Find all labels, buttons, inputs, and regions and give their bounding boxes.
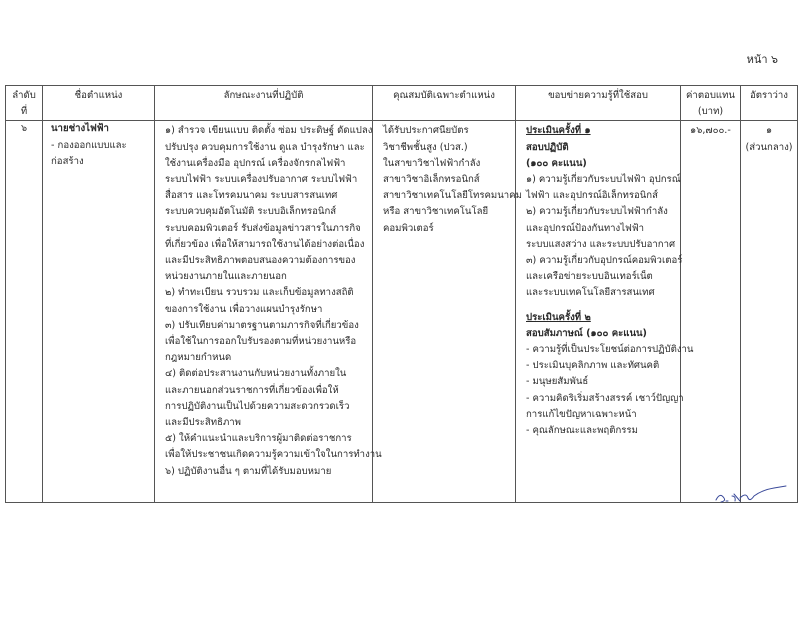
exam-item: ๓) ความรู้เกี่ยวกับอุปกรณ์คอมพิวเตอร์ [526,255,683,267]
page-number: หน้า ๖ [746,53,778,66]
duty-line: ระบบควบคุมอัตโนมัติ ระบบอิเล็กทรอนิกส์ [165,206,337,218]
duty-line: และมีประสิทธิภาพ [165,417,242,429]
division-line: - กองออกแบบและ [51,139,127,151]
duty-line: เพื่อให้ประชาชนเกิดความรู้ความเข้าใจในการทำงาน [165,449,382,461]
exam-item: และระบบเทคโนโลยีสารสนเทศ [526,287,655,299]
header-duties: ลักษณะงานที่ปฏิบัติ [155,86,373,121]
exam-item: - มนุษยสัมพันธ์ [526,376,589,388]
header-no-line1: ลำดับ [12,90,36,101]
qualification-line: ในสาขาวิชาไฟฟ้ากำลัง [383,157,481,169]
duty-line: กฎหมายกำหนด [165,352,232,364]
exam-item: ระบบแสงสว่าง และระบบปรับอากาศ [526,238,676,250]
position-table [5,85,798,503]
duty-line: ๒) ทำทะเบียน รวบรวม และเก็บข้อมูลทางสถิติ [165,287,354,299]
header-vacancy: อัตราว่าง [741,86,798,121]
duty-line: หน่วยงานภายในและภายนอก [165,271,287,283]
table-row [6,121,798,503]
vacancy-count: ๑ [765,125,773,137]
signature-icon [712,484,790,506]
cell-position [43,121,155,503]
exam-item: และเครือข่ายระบบอินเทอร์เน็ต [526,271,653,283]
duty-line: ๖) ปฏิบัติงานอื่น ๆ ตามที่ได้รับมอบหมาย [165,465,332,477]
duty-line: ที่เกี่ยวข้อง เพื่อให้สามารถใช้งานได้อย่างต่อเนื่อง [165,238,365,250]
header-no-line2: ที่ [20,106,28,118]
cell-salary: ๑๖,๗๐๐.- [681,121,741,503]
header-qualifications: คุณสมบัติเฉพาะตำแหน่ง [373,86,516,121]
cell-duties [155,121,382,503]
qualification-line: หรือ สาขาวิชาเทคโนโลยี [383,206,489,218]
exam-item: และอุปกรณ์ป้องกันทางไฟฟ้า [526,222,645,234]
exam-round1-type: สอบปฏิบัติ [526,141,569,153]
exam-item: - ความคิดริเริ่มสร้างสรรค์ เชาว์ปัญญา [526,392,684,404]
duty-line: ระบบคอมพิวเตอร์ รับส่งข้อมูลข่าวสารในภารกิจ [165,222,361,234]
exam-round2-type: สอบสัมภาษณ์ (๑๐๐ คะแนน) [526,327,647,339]
duty-line: ปรับปรุง ควบคุมการใช้งาน ดูแล บำรุงรักษา และ [165,141,365,153]
exam-round1-score: (๑๐๐ คะแนน) [526,157,587,169]
header-position: ชื่อตำแหน่ง [43,86,155,121]
header-salary-line1: ค่าตอบแทน [686,90,735,101]
exam-round1-title: ประเมินครั้งที่ ๑ [526,125,591,137]
qualification-line: วิชาชีพชั้นสูง (ปวส.) [383,141,468,153]
duty-line: เพื่อใช้ในการออกใบรับรองตามที่หน่วยงานหรือ [165,336,357,348]
exam-item: ไฟฟ้า และอุปกรณ์อิเล็กทรอนิกส์ [526,190,658,202]
cell-qualifications [373,121,522,503]
qualification-line: สาขาวิชาอิเล็กทรอนิกส์ [383,174,480,186]
exam-item: - คุณลักษณะและพฤติกรรม [526,425,638,437]
cell-no: ๖ [6,121,43,503]
exam-item: - ความรู้ที่เป็นประโยชน์ต่อการปฏิบัติงาน [526,344,694,356]
header-salary-line2: (บาท) [697,106,724,118]
duty-line: ๕) ให้คำแนะนำและบริการผู้มาติดต่อราชการ [165,433,352,445]
duty-line: และมีประสิทธิภาพตอบสนองความต้องการของ [165,255,356,267]
exam-round2-title: ประเมินครั้งที่ ๒ [526,311,591,323]
duty-line: สื่อสาร และโทรคมนาคม ระบบสารสนเทศ [165,190,338,202]
table-header-row [6,86,798,121]
exam-item: การแก้ไขปัญหาเฉพาะหน้า [526,408,637,420]
position-title: นายช่างไฟฟ้า [51,123,109,135]
duty-line: และภายนอกส่วนราชการที่เกี่ยวข้องเพื่อให้ [165,384,339,396]
header-exam-scope: ขอบข่ายความรู้ที่ใช้สอบ [516,86,681,121]
header-no [6,86,43,121]
exam-item: ๒) ความรู้เกี่ยวกับระบบไฟฟ้ากำลัง [526,206,668,218]
duty-line: ของการใช้งาน เพื่อวางแผนบำรุงรักษา [165,303,323,315]
header-salary [681,86,741,121]
vacancy-location: (ส่วนกลาง) [745,141,793,153]
duty-line: ๓) ปรับเทียบค่ามาตรฐานตามภารกิจที่เกี่ยวข้อง [165,319,359,331]
qualification-line: สาขาวิชาเทคโนโลยีโทรคมนาคม [383,190,522,202]
qualification-line: คอมพิวเตอร์ [383,222,434,234]
duty-line: ๔) ติดต่อประสานงานกับหน่วยงานทั้งภายใน [165,368,347,380]
exam-item: ๑) ความรู้เกี่ยวกับระบบไฟฟ้า อุปกรณ์ [526,174,681,186]
division-line: ก่อสร้าง [51,155,84,167]
duty-line: ๑) สำรวจ เขียนแบบ ติดตั้ง ซ่อม ประดิษฐ์ ดัดแปลง [165,125,373,137]
duty-line: ใช้งานเครื่องมือ อุปกรณ์ เครื่องจักรกลไฟฟ้า [165,157,346,169]
exam-item: - ประเมินบุคลิกภาพ และทัศนคติ [526,360,660,372]
duty-line: การปฏิบัติงานเป็นไปด้วยความสะดวกรวดเร็ว [165,400,350,412]
cell-vacancy [741,121,798,503]
duty-line: ระบบไฟฟ้า ระบบเครื่องปรับอากาศ ระบบไฟฟ้า [165,174,358,186]
qualification-line: ได้รับประกาศนียบัตร [383,125,469,137]
cell-exam-scope [516,121,694,503]
